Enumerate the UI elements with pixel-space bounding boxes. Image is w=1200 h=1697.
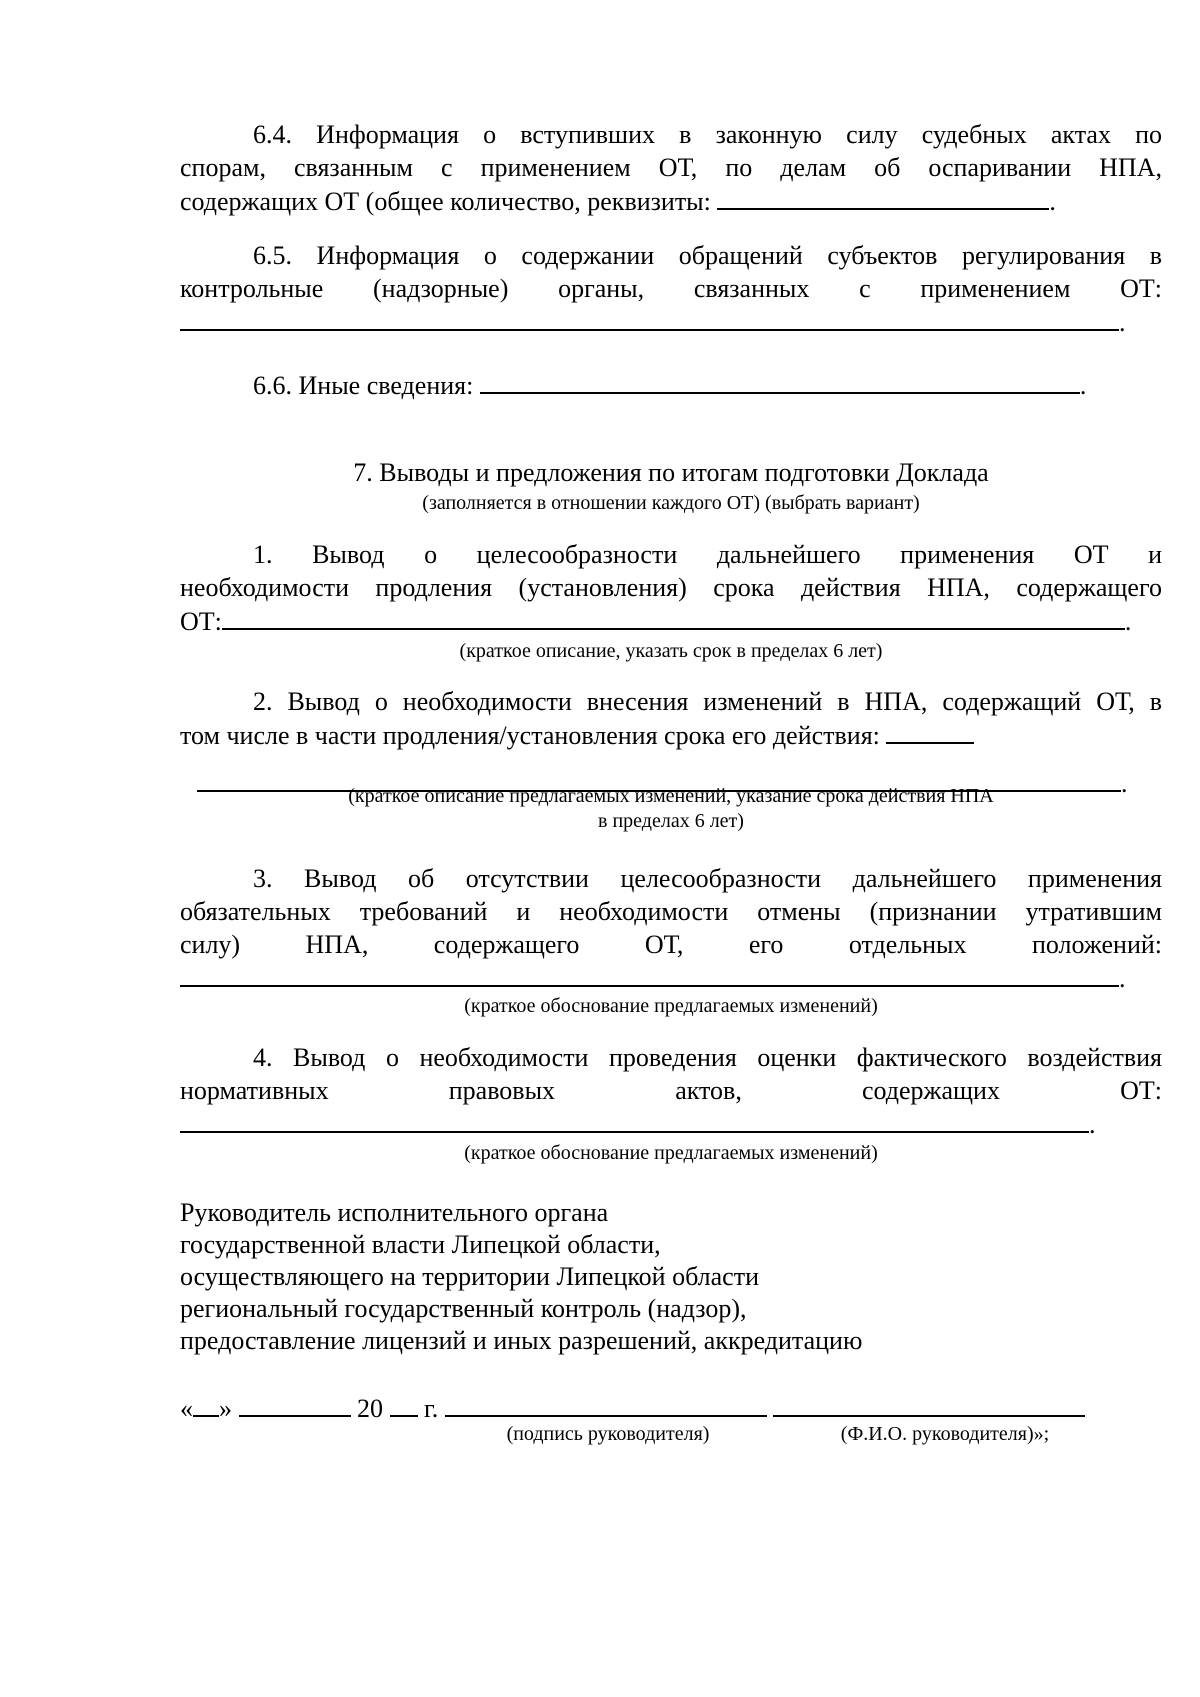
date-open-quote: « bbox=[180, 1394, 193, 1423]
p6-4-line-3-text: содержащих ОТ (общее количество, реквизиты: bbox=[180, 187, 711, 216]
fill-line bbox=[717, 184, 1049, 210]
signer-line-2: государственной власти Липецкой области, bbox=[180, 1230, 661, 1259]
signer-line-3: осуществляющего на территории Липецкой области bbox=[180, 1262, 759, 1291]
c3-line-1: 3. Вывод об отсутствии целесообразности дальнейшего применения bbox=[253, 864, 1162, 893]
date-close-quote: » bbox=[219, 1394, 232, 1423]
signer-line-4: региональный государственный контроль (надзор), bbox=[180, 1294, 747, 1323]
c3-line-3: силу) НПА, содержащего ОТ, его отдельных положений: bbox=[180, 930, 1162, 959]
c4-line-1: 4. Вывод о необходимости проведения оценки фактического воздействия bbox=[253, 1043, 1162, 1072]
c4-line-2: нормативных правовых актов, содержащих ОТ: bbox=[180, 1076, 1162, 1105]
c2-line-1: 2. Вывод о необходимости внесения изменений в НПА, содержащий ОТ, в bbox=[253, 687, 1162, 716]
fill-line bbox=[180, 1107, 1089, 1133]
fio-hint: (Ф.И.О. руководителя)»; bbox=[840, 1423, 1050, 1445]
conclusion-4 bbox=[180, 1041, 1162, 1141]
c2-line-2-text: том числе в части продления/установления срока его действия: bbox=[180, 721, 880, 750]
paragraph-6-5 bbox=[180, 239, 1162, 339]
c2-line-2 bbox=[180, 718, 1162, 752]
c4-line-3: . bbox=[180, 1107, 1162, 1141]
c1-line-2: необходимости продления (установления) срока действия НПА, содержащего bbox=[180, 573, 1162, 602]
paragraph-6-6 bbox=[180, 368, 1162, 402]
c3-hint: (краткое обоснование предлагаемых изменений) bbox=[464, 995, 878, 1017]
c2-hint-1: (краткое описание предлагаемых изменений, указание срока действия НПА bbox=[348, 785, 994, 807]
p6-5-line-2: контрольные (надзорные) органы, связанных с применением ОТ: bbox=[180, 274, 1162, 303]
fio-field bbox=[773, 1391, 1085, 1417]
fill-line bbox=[180, 305, 1119, 331]
c2-line-3: . bbox=[180, 766, 1162, 800]
fill-line bbox=[222, 604, 1125, 630]
c1-line-3: ОТ: . bbox=[180, 604, 1162, 638]
c1-hint: (краткое описание, указать срок в пределах 6 лет) bbox=[459, 640, 883, 662]
c3-line-4: . bbox=[180, 961, 1162, 995]
p6-4-line-2: спорам, связанным с применением ОТ, по делам об оспаривании НПА, bbox=[180, 153, 1162, 182]
p6-6-line-1-text: 6.6. Иные сведения: bbox=[253, 371, 474, 400]
signature-hint: (подпись руководителя) bbox=[506, 1423, 710, 1445]
year-field bbox=[390, 1391, 418, 1417]
section-7-subtitle: (заполняется в отношении каждого ОТ) (выбрать вариант) bbox=[422, 492, 920, 514]
conclusion-1 bbox=[180, 538, 1162, 638]
section-7-title: 7. Выводы и предложения по итогам подготовки Доклада bbox=[353, 458, 989, 487]
signer-line-5: предоставление лицензий и иных разрешений, аккредитацию bbox=[180, 1326, 863, 1355]
signer-block bbox=[180, 1197, 1162, 1357]
paragraph-6-4 bbox=[180, 118, 1162, 218]
p6-5-line-3: . bbox=[180, 305, 1162, 339]
c3-line-2: обязательных требований и необходимости отмены (признании утратившим bbox=[180, 897, 1162, 926]
signer-line-1: Руководитель исполнительного органа bbox=[180, 1198, 609, 1227]
c2-hint-2: в пределах 6 лет) bbox=[598, 810, 744, 832]
p6-4-line-3: содержащих ОТ (общее количество, реквизиты: . bbox=[180, 184, 1162, 218]
signature-field bbox=[445, 1391, 767, 1417]
fill-line bbox=[480, 368, 1080, 394]
c1-line-1: 1. Вывод о целесообразности дальнейшего применения ОТ и bbox=[253, 540, 1162, 569]
year-suffix: г. bbox=[424, 1394, 439, 1423]
day-field bbox=[193, 1391, 219, 1417]
month-field bbox=[239, 1391, 351, 1417]
p6-6-line-1: 6.6. Иные сведения: . bbox=[180, 368, 1162, 402]
conclusion-3 bbox=[180, 862, 1162, 995]
c1-line-3-text: ОТ: bbox=[180, 607, 222, 636]
year-prefix: 20 bbox=[357, 1394, 383, 1423]
p6-4-line-1: 6.4. Информация о вступивших в законную силу судебных актах по bbox=[253, 120, 1162, 149]
fill-line bbox=[180, 961, 1119, 987]
p6-5-line-1: 6.5. Информация о содержании обращений субъектов регулирования в bbox=[253, 241, 1162, 270]
fill-line bbox=[886, 718, 974, 744]
c4-hint: (краткое обоснование предлагаемых изменений) bbox=[464, 1142, 878, 1164]
